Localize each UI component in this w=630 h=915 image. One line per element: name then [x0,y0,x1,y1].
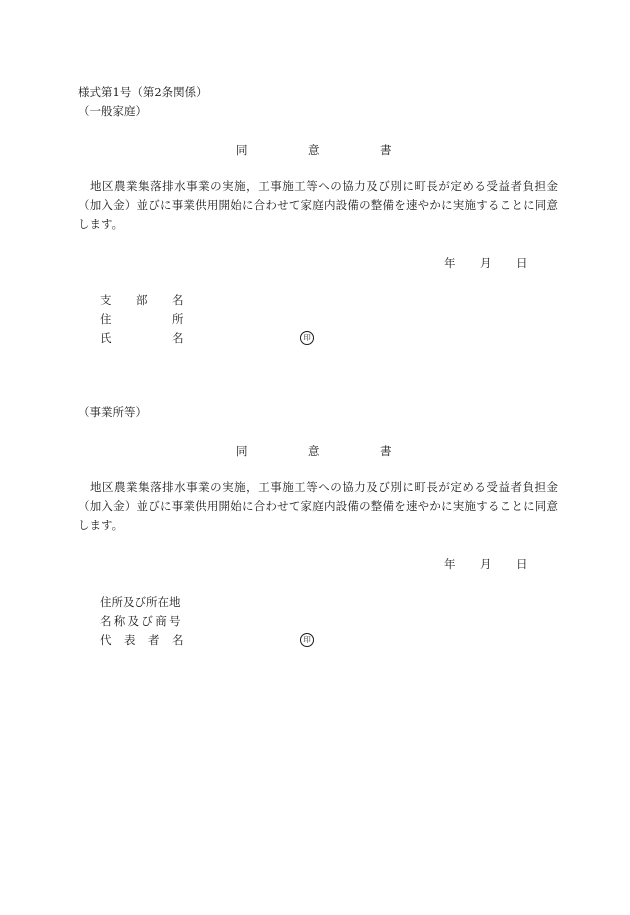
field-char: 所 [172,312,184,326]
form-number: 様式第1号（第2条関係） [78,85,208,99]
field-char: 表 [124,633,136,647]
field-char: 住 [100,312,112,326]
date-year-label: 年 [444,256,456,270]
field-char: 名 [172,331,184,345]
seal-icon: 印 [300,633,314,647]
field-char: 名 [172,633,184,647]
field-char: 部 [136,293,148,307]
date-day-label: 日 [516,256,528,270]
title-char: 意 [308,143,320,157]
field-char: 者 [148,633,160,647]
field-location: 住所及び所在地 [100,595,181,609]
title-char: 意 [308,444,320,458]
field-char: 支 [100,293,112,307]
title-char: 書 [380,444,392,458]
title-char: 同 [236,143,248,157]
field-char: 氏 [100,331,112,345]
field-char: 代 [100,633,112,647]
consent-body-text: 地区農業集落排水事業の実施，工事施工等への協力及び別に町長が定める受益者負担金（加入金）並びに事業供用開始に合わせて家庭内設備の整備を速やかに実施することに同意します。 [78,179,558,231]
date-month-label: 月 [480,557,492,571]
section-label-business: （事業所等） [78,405,147,419]
date-month-label: 月 [480,256,492,270]
field-business-name: 名称及び商号 [100,614,183,628]
title-char: 書 [380,143,392,157]
date-year-label: 年 [444,557,456,571]
date-day-label: 日 [516,557,528,571]
title-char: 同 [236,444,248,458]
field-char: 名 [172,293,184,307]
seal-icon: 印 [300,331,314,345]
consent-body-text: 地区農業集落排水事業の実施，工事施工等への協力及び別に町長が定める受益者負担金（加入金）並びに事業供用開始に合わせて家庭内設備の整備を速やかに実施することに同意します。 [78,480,558,532]
section-label-household: （一般家庭） [78,104,147,118]
